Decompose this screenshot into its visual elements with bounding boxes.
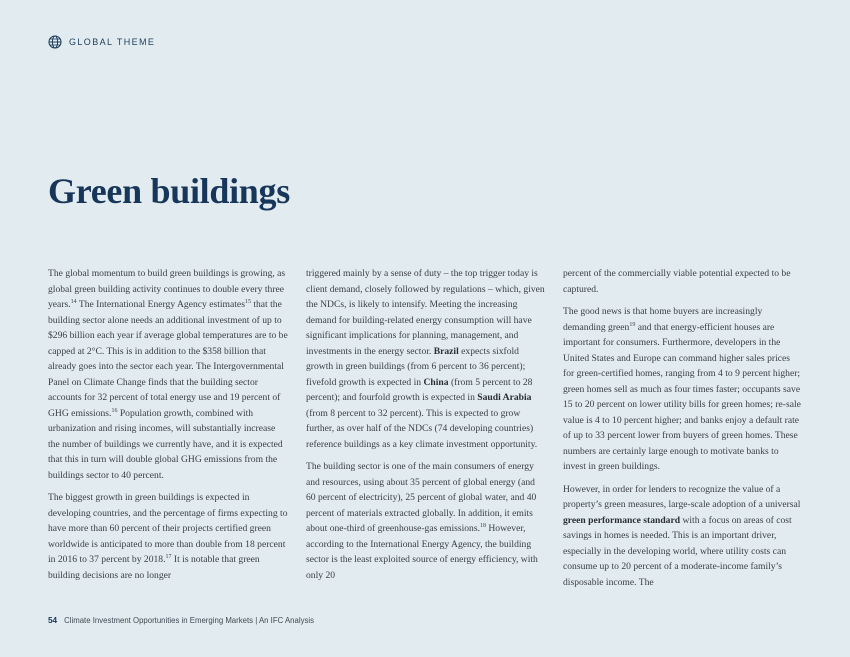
footer-text: Climate Investment Opportunities in Emerging Markets | An IFC Analysis [64,616,315,625]
section-label: GLOBAL THEME [69,37,156,47]
paragraph: The good news is that home buyers are increasingly demanding green$^{19}$ and that energy-efficient houses are important for consumers. Furthermore, developers in the United States and Europe can command higher sales prices for green-certified homes, ranging from 4 to 9 percent higher; green homes sell as much as four times faster; occupants save 15 to 20 percent on lower utility bills for green homes; re-sale value is 4 to 10 percent higher; and banks enjoy a default rate of up to 33 percent lower from buyers of green homes. These numbers are certainly large enough to motivate banks to invest in green buildings. [563,306,801,472]
text-column-1 [48,266,288,590]
text-column-3 [563,266,801,597]
globe-icon [48,35,62,49]
footnote-ref: 15 [244,298,251,305]
paragraph: The global momentum to build green buildings is growing, as global green building activity continues to double every three years.$^{14}$ The International Energy Agency estimates$^{15}$ that the building sector alone needs an additional investment of up to $296 billion each year if average global temperatures are to be capped at 2°C. This is in addition to the $358 billion that already goes into the sector each year. The Intergovernmental Panel on Climate Change finds that the building sector accounts for 32 percent of total energy use and 19 percent of GHG emissions.$^{16}$ Population growth, combined with urbanization and rising incomes, will substantially increase the number of buildings we currently have, and it is expected that this in turn will double global GHG emissions from the buildings sector to 40 percent. [48,268,288,481]
keyword-brazil: Brazil [433,345,459,357]
paragraph: triggered mainly by a sense of duty – the top trigger today is client demand, closely followed by regulations – which, given the NDCs, is likely to intensify. Meeting the increasing demand for building-related energy consumption will have significant implications for planning, management, and investments in the energy sector. Brazil expects sixfold growth in green buildings (from 6 percent to 36 percent); fivefold growth is expected in China (from 5 percent to 28 percent); and fourfold growth is expected in Saudi Arabia (from 8 percent to 32 percent). This is expected to grow further, as over half of the NDCs (74 developing countries) reference buildings as a key climate investment opportunity. [306,268,545,450]
paragraph: percent of the commercially viable potential expected to be captured. [563,268,791,295]
footnote-ref: 18 [479,522,486,529]
keyword-green-performance-standard: green performance standard [563,514,681,526]
footnote-ref: 17 [165,553,172,560]
paragraph: However, in order for lenders to recognize the value of a property’s green measures, large-scale adoption of a universal green performance standard with a focus on areas of cost savings in homes is needed. This is an important driver, especially in the developing world, where utility costs can consume up to 20 percent of a moderate-income family’s disposable income. The [563,483,801,588]
page-footer [48,616,314,625]
footnote-ref: 16 [111,407,118,414]
page-title: Green buildings [48,171,290,211]
page-number: 54 [48,616,58,625]
footnote-ref: 19 [629,321,636,328]
keyword-saudi-arabia: Saudi Arabia [477,392,532,403]
paragraph: The building sector is one of the main consumers of energy and resources, using about 35 percent of global energy (and 60 percent of electricity), 25 percent of global water, and 40 percent of materials extracted globally. In addition, it emits about one-third of greenhouse-gas emissions.$^{18}$ However, according to the International Energy Agency, the building sector is the least exploited source of energy efficiency, with only 20 [306,461,538,581]
keyword-china: China [423,376,449,388]
paragraph: The biggest growth in green buildings is expected in developing countries, and the percentage of firms expecting to have more than 60 percent of their projects certified green worldwide is anticipated to more than double from 18 percent in 2016 to 37 percent by 2018.17 It is notable that green building decisions are no longer [48,492,288,581]
footnote-ref: 14 [70,298,77,305]
section-header [48,35,155,49]
text-column-2 [306,266,546,590]
